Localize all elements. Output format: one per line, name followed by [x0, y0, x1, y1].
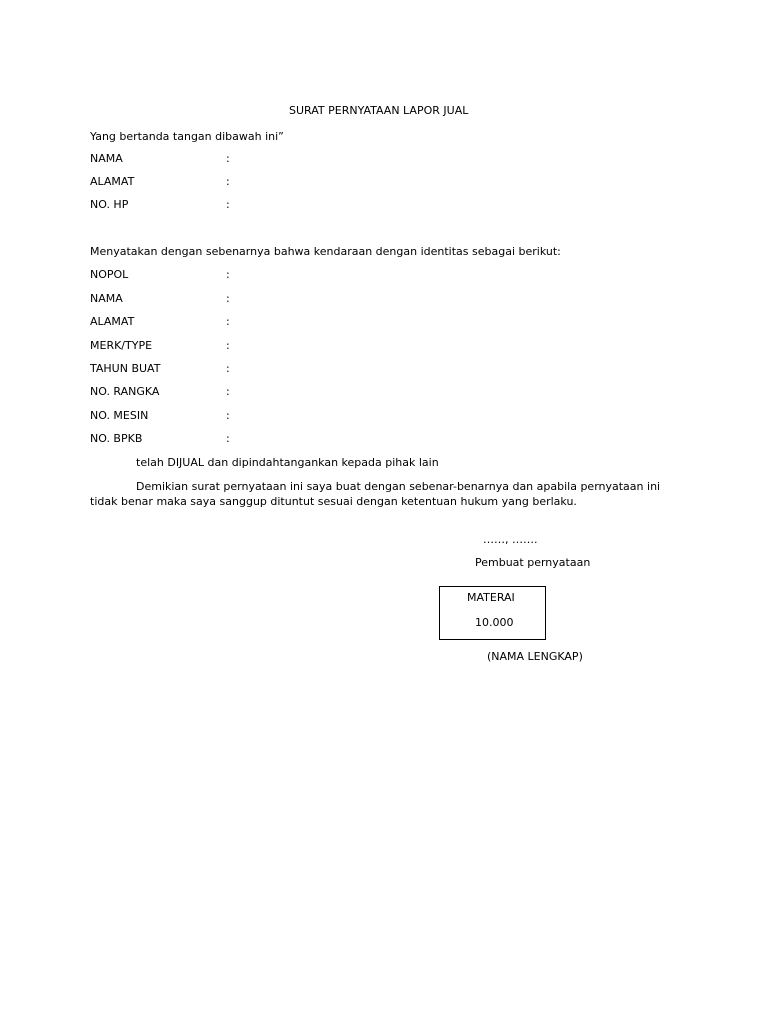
sold-statement: telah DIJUAL dan dipindahtangankan kepada pihak lain [136, 456, 439, 469]
field-label: ALAMAT [90, 315, 135, 328]
signer-field-nohp [90, 198, 390, 212]
field-label: NO. RANGKA [90, 385, 160, 398]
signer-field-nama [90, 152, 390, 166]
field-colon: : [226, 292, 230, 305]
vehicle-field-no-bpkb [90, 432, 390, 446]
field-colon: : [226, 198, 230, 211]
closing-line-2: tidak benar maka saya sanggup dituntut sesuai dengan ketentuan hukum yang berlaku. [90, 495, 577, 508]
vehicle-field-nopol [90, 268, 390, 282]
full-name-placeholder: (NAMA LENGKAP) [487, 650, 583, 663]
stamp-label: MATERAI [467, 591, 515, 604]
field-label: NO. HP [90, 198, 129, 211]
field-colon: : [226, 315, 230, 328]
vehicle-field-merk-type [90, 339, 390, 353]
signer-field-alamat [90, 175, 390, 189]
field-label: NAMA [90, 292, 123, 305]
field-colon: : [226, 432, 230, 445]
field-label: TAHUN BUAT [90, 362, 161, 375]
field-colon: : [226, 175, 230, 188]
field-label: ALAMAT [90, 175, 135, 188]
intro-text: Yang bertanda tangan dibawah ini” [90, 130, 284, 143]
stamp-duty-box [439, 586, 546, 640]
field-label: NAMA [90, 152, 123, 165]
vehicle-field-tahun-buat [90, 362, 390, 376]
statement-text: Menyatakan dengan sebenarnya bahwa kendaraan dengan identitas sebagai berikut: [90, 245, 561, 258]
field-colon: : [226, 385, 230, 398]
vehicle-field-no-mesin [90, 409, 390, 423]
field-colon: : [226, 268, 230, 281]
vehicle-field-nama [90, 292, 390, 306]
vehicle-field-alamat [90, 315, 390, 329]
stamp-value: 10.000 [475, 616, 514, 629]
field-colon: : [226, 152, 230, 165]
field-colon: : [226, 339, 230, 352]
field-label: NO. BPKB [90, 432, 143, 445]
vehicle-field-no-rangka [90, 385, 390, 399]
field-label: MERK/TYPE [90, 339, 153, 352]
signer-title: Pembuat pernyataan [475, 556, 591, 569]
field-colon: : [226, 409, 230, 422]
field-colon: : [226, 362, 230, 375]
letter-title: SURAT PERNYATAAN LAPOR JUAL [289, 104, 469, 117]
place-date: ……, ……. [483, 533, 538, 546]
field-label: NOPOL [90, 268, 129, 281]
closing-line-1: Demikian surat pernyataan ini saya buat dengan sebenar-benarnya dan apabila pernyataan ini [136, 480, 661, 493]
field-label: NO. MESIN [90, 409, 149, 422]
